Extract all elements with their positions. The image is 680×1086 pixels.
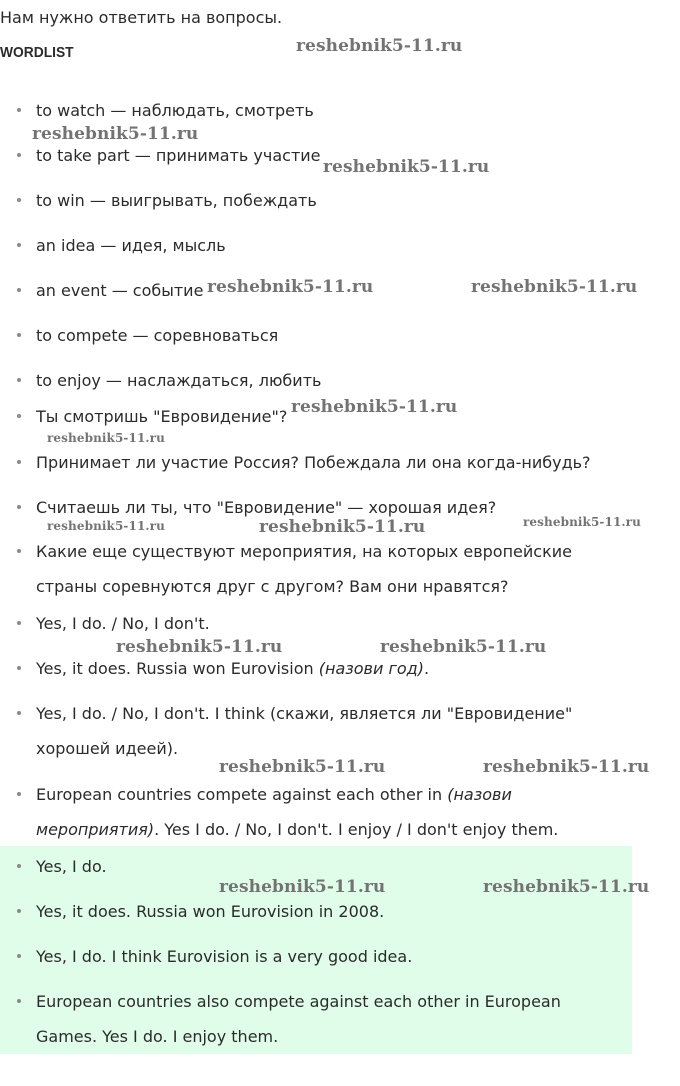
watermark: reshebnik5-11.ru: [523, 515, 641, 529]
watermark: reshebnik5-11.ru: [47, 519, 165, 533]
watermark: reshebnik5-11.ru: [207, 277, 374, 297]
bullet-icon: [17, 666, 21, 670]
bullet-icon: [17, 333, 21, 337]
bullet-icon: [17, 549, 21, 553]
list-item: to take part — принимать участие: [0, 145, 620, 173]
bullet-icon: [17, 954, 21, 958]
bullet-icon: [17, 198, 21, 202]
bullet-icon: [17, 505, 21, 509]
list-item: Yes, I do.: [0, 856, 620, 884]
watermark: reshebnik5-11.ru: [32, 124, 199, 144]
list-item: Yes, I do. I think Eurovision is a very good idea.: [0, 946, 620, 974]
bullet-icon: [17, 999, 21, 1003]
list-item: Yes, it does. Russia won Eurovision in 2008.: [0, 901, 620, 929]
bullet-icon: [17, 711, 21, 715]
intro-text: Нам нужно ответить на вопросы.: [0, 8, 283, 27]
watermark: reshebnik5-11.ru: [471, 277, 638, 297]
list-item: Yes, I do. / No, I don't.: [0, 613, 620, 641]
bullet-icon: [17, 909, 21, 913]
watermark: reshebnik5-11.ru: [291, 397, 458, 417]
list-item: to enjoy — наслаждаться, любить: [0, 370, 620, 398]
bullet-icon: [17, 621, 21, 625]
list-item: Считаешь ли ты, что "Евровидение" — хорошая идея?: [0, 497, 620, 525]
list-item: an event — событие: [0, 280, 620, 308]
bullet-icon: [17, 414, 21, 418]
watermark: reshebnik5-11.ru: [47, 431, 165, 445]
list-item: European countries compete against each other in (назови мероприятия). Yes I do. / No, I don't. I enjoy / I don't enjoy them.: [0, 784, 620, 847]
watermark: reshebnik5-11.ru: [380, 637, 547, 657]
watermark: reshebnik5-11.ru: [483, 877, 650, 897]
list-item: Yes, I do. / No, I don't. I think (скажи, является ли "Евровидение" хорошей идеей).: [0, 703, 620, 766]
list-item: an idea — идея, мысль: [0, 235, 620, 263]
bullet-icon: [17, 108, 21, 112]
wordlist-heading: WORDLIST: [0, 44, 74, 61]
bullet-icon: [17, 243, 21, 247]
list-item: to watch — наблюдать, смотреть: [0, 100, 620, 128]
bullet-icon: [17, 378, 21, 382]
watermark: reshebnik5-11.ru: [116, 637, 283, 657]
list-item: to win — выигрывать, побеждать: [0, 190, 620, 218]
list-item: Ты смотришь "Евровидение"?: [0, 406, 620, 434]
bullet-icon: [17, 288, 21, 292]
watermark: reshebnik5-11.ru: [219, 877, 386, 897]
list-item: European countries also compete against each other in European Games. Yes I do. I enjoy them.: [0, 991, 620, 1054]
watermark: reshebnik5-11.ru: [219, 757, 386, 777]
bullet-icon: [17, 153, 21, 157]
list-item: Какие еще существуют мероприятия, на которых европейские страны соревнуются друг с другом? Вам они нравятся?: [0, 541, 620, 604]
watermark: reshebnik5-11.ru: [296, 36, 463, 56]
list-item: Принимает ли участие Россия? Побеждала ли она когда-нибудь?: [0, 452, 620, 480]
bullet-icon: [17, 864, 21, 868]
watermark: reshebnik5-11.ru: [259, 517, 426, 537]
list-item: to compete — соревноваться: [0, 325, 620, 353]
watermark: reshebnik5-11.ru: [483, 757, 650, 777]
bullet-icon: [17, 460, 21, 464]
list-item: Yes, it does. Russia won Eurovision (назови год).: [0, 658, 620, 686]
bullet-icon: [17, 792, 21, 796]
watermark: reshebnik5-11.ru: [323, 157, 490, 177]
